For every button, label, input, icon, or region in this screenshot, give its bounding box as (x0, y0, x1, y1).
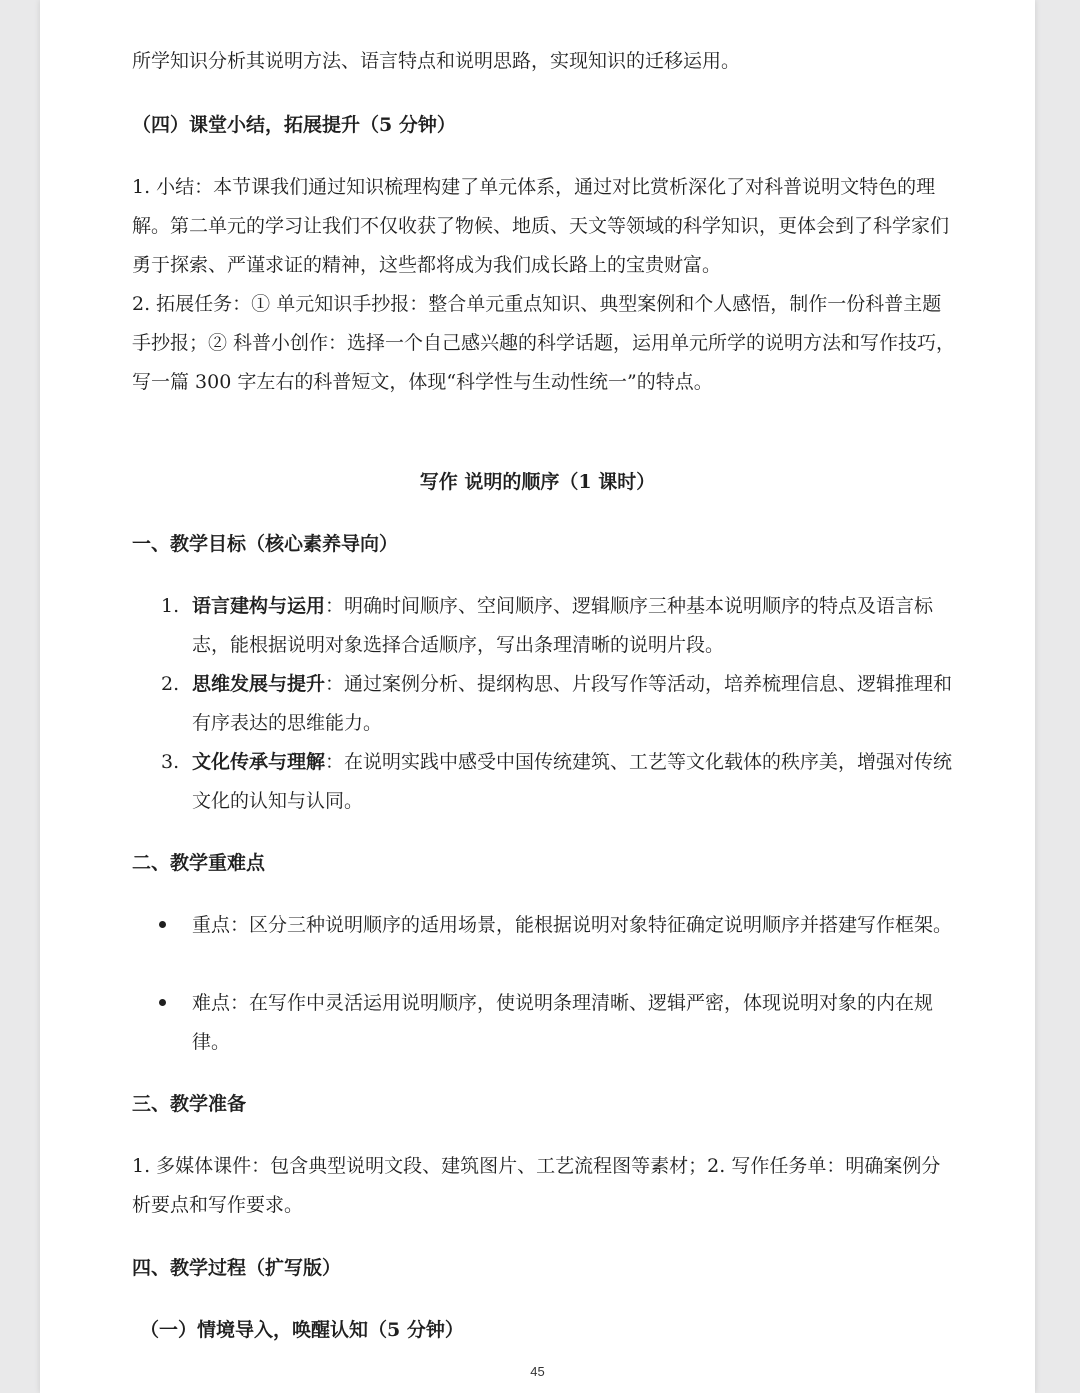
item-text (192, 587, 956, 665)
paragraph-text: 1. 小结：本节课我们通过知识梳理构建了单元体系，通过对比赏析深化了对科普说明文特色的理解。第二单元的学习让我们不仅收获了物候、地质、天文等领域的科学知识，更体会到了科学家们勇于探索、严谨求证的精神，这些都将成为我们成长路上的宝贵财富。 (132, 176, 950, 276)
item-label: 文化传承与理解 (192, 751, 326, 773)
paragraph-text: 所学知识分析其说明方法、语言特点和说明思路，实现知识的迁移运用。 (132, 50, 741, 72)
goal-item (132, 587, 956, 665)
prep-paragraph (132, 1147, 956, 1225)
heading-text: 二、教学重难点 (132, 852, 266, 874)
paragraph-text: 2. 拓展任务：① 单元知识手抄报：整合单元重点知识、典型案例和个人感悟，制作一份科普主题手抄报；② 科普小创作：选择一个自己感兴趣的科学话题，运用单元所学的说明方法和写作技巧，写一篇 300 字左右的科普短文，体现“科学性与生动性统一”的特点。 (132, 293, 956, 393)
bullet-icon (159, 999, 166, 1006)
item-number: 2. (161, 673, 180, 695)
process-heading (132, 1254, 956, 1282)
item-number: 1. (161, 595, 180, 617)
item-text (192, 743, 956, 821)
item-body: ：明确时间顺序、空间顺序、逻辑顺序三种基本说明顺序的特点及语言标志，能根据说明对象选择合适顺序，写出条理清晰的说明片段。 (192, 595, 934, 656)
item-body: ：在说明实践中感受中国传统建筑、工艺等文化载体的秩序美，增强对传统文化的认知与认同。 (192, 751, 953, 812)
keypoint-item (132, 906, 956, 945)
heading-text: 四、教学过程（扩写版） (132, 1257, 342, 1279)
page-number: 45 (530, 1364, 545, 1379)
goal-item (132, 665, 956, 743)
summary-paragraph (132, 168, 956, 285)
heading-text: 一、教学目标（核心素养导向） (132, 533, 399, 555)
document-page (40, 0, 1035, 1393)
item-text (192, 665, 956, 743)
lesson-title (40, 468, 1035, 496)
keypoints-heading (132, 849, 956, 877)
extension-task-paragraph (132, 285, 956, 402)
paragraph-text: 1. 多媒体课件：包含典型说明文段、建筑图片、工艺流程图等素材；2. 写作任务单：明确案例分析要点和写作要求。 (132, 1155, 941, 1216)
process-subheading (140, 1316, 964, 1344)
item-text: 难点：在写作中灵活运用说明顺序，使说明条理清晰、逻辑严密，体现说明对象的内在规律。 (192, 992, 934, 1053)
keypoint-item (132, 984, 956, 1062)
item-text: 重点：区分三种说明顺序的适用场景，能根据说明对象特征确定说明顺序并搭建写作框架。 (192, 914, 953, 936)
bullet-icon (159, 921, 166, 928)
title-text: 写作 说明的顺序（1 课时） (419, 471, 656, 493)
heading-text: （四）课堂小结，拓展提升（5 分钟） (132, 114, 456, 136)
continuation-paragraph (132, 42, 956, 81)
item-label: 思维发展与提升 (192, 673, 326, 695)
item-body: ：通过案例分析、提纲构思、片段写作等活动，培养梳理信息、逻辑推理和有序表达的思维能力。 (192, 673, 953, 734)
section-summary-heading (132, 111, 956, 139)
goals-heading (132, 530, 956, 558)
prep-heading (132, 1090, 956, 1118)
heading-text: （一）情境导入，唤醒认知（5 分钟） (140, 1319, 464, 1341)
heading-text: 三、教学准备 (132, 1093, 247, 1115)
item-number: 3. (161, 751, 180, 773)
item-label: 语言建构与运用 (192, 595, 326, 617)
goal-item (132, 743, 956, 821)
